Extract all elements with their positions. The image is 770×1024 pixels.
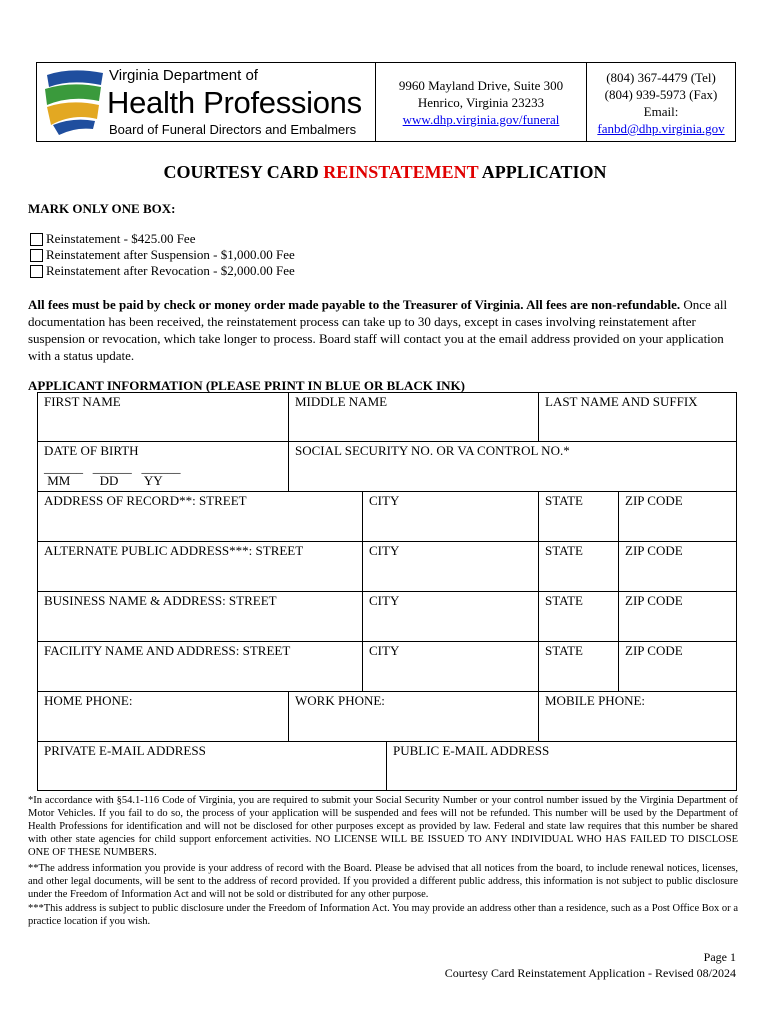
field-label: MOBILE PHONE: — [545, 693, 646, 708]
mark-label: MARK ONLY ONE BOX: — [28, 201, 176, 216]
logo-line1: Virginia Department of — [109, 67, 258, 84]
option-reinstatement[interactable] — [30, 231, 195, 247]
dob-parts: MM DD YY — [44, 473, 163, 488]
dhp-logo-icon — [41, 67, 107, 139]
ssn-field[interactable] — [288, 441, 737, 492]
page-footer — [445, 949, 736, 981]
field-label: MIDDLE NAME — [295, 394, 388, 409]
field-label: FACILITY NAME AND ADDRESS: STREET — [44, 643, 291, 658]
business-street[interactable] — [37, 591, 363, 642]
business-state[interactable] — [538, 591, 619, 642]
title-part2: APPLICATION — [478, 162, 607, 182]
work-phone-field[interactable] — [288, 691, 539, 742]
facility-zip[interactable] — [618, 641, 737, 692]
address-of-record-zip[interactable] — [618, 491, 737, 542]
checkbox[interactable] — [30, 249, 43, 262]
field-label: CITY — [369, 493, 400, 508]
field-label: HOME PHONE: — [44, 693, 133, 708]
footnote-public: ***This address is subject to public disclosure under the Freedom of Information Act. You may provide an address other than a residence, such as a Post Office Box or a practice location if you wish. — [28, 903, 738, 927]
fees-notice — [28, 296, 740, 364]
checkbox[interactable] — [30, 265, 43, 278]
title-highlight: REINSTATEMENT — [323, 162, 479, 182]
facility-state[interactable] — [538, 641, 619, 692]
option-label: Reinstatement - $425.00 Fee — [46, 231, 196, 246]
facility-street[interactable] — [37, 641, 363, 692]
business-city[interactable] — [362, 591, 539, 642]
field-label: BUSINESS NAME & ADDRESS: STREET — [44, 593, 277, 608]
website-link[interactable]: www.dhp.virginia.gov/funeral — [402, 112, 560, 127]
board-address — [376, 77, 586, 128]
public-email-field[interactable] — [386, 741, 737, 791]
field-label: PRIVATE E-MAIL ADDRESS — [44, 743, 206, 758]
field-label: ZIP CODE — [625, 593, 683, 608]
address-line2: Henrico, Virginia 23233 — [417, 95, 545, 110]
field-label: STATE — [545, 593, 583, 608]
footnote-ssn: *In accordance with §54.1-116 Code of Virginia, you are required to submit your Social Security Number or your control number issued by the Virginia Department of Motor Vehicles. If you fail to do so, the process of your application will be suspended and fees will not be refunded. This number will be used by the Department of Health Professions for identification and will not be disclosed for other purposes except as provided by law. Federal and state law requires that this number be shared with other state agencies for child support enforcement activities. NO LICENSE WILL BE ISSUED TO ANY INDIVIDUAL WHO HAS FAILED TO DISCLOSE ONE OF THESE NUMBERS. — [28, 795, 738, 858]
first-name-field[interactable] — [37, 392, 289, 442]
field-label: ZIP CODE — [625, 543, 683, 558]
address-line1: 9960 Mayland Drive, Suite 300 — [398, 78, 564, 93]
field-label: STATE — [545, 493, 583, 508]
field-label: ALTERNATE PUBLIC ADDRESS***: STREET — [44, 543, 304, 558]
field-label: CITY — [369, 543, 400, 558]
applicant-heading: APPLICANT INFORMATION (PLEASE PRINT IN BLUE OR BLACK INK) — [28, 378, 465, 393]
alt-address-city[interactable] — [362, 541, 539, 592]
revision-note: Courtesy Card Reinstatement Application - Revised 08/2024 — [444, 966, 736, 980]
option-label: Reinstatement after Revocation - $2,000.00 Fee — [46, 263, 295, 278]
field-label: STATE — [545, 543, 583, 558]
email-link[interactable]: fanbd@dhp.virginia.gov — [597, 121, 725, 136]
fax: (804) 939-5973 (Fax) — [604, 87, 718, 102]
alt-address-street[interactable] — [37, 541, 363, 592]
alt-address-zip[interactable] — [618, 541, 737, 592]
board-contact — [587, 69, 735, 137]
alt-address-state[interactable] — [538, 541, 619, 592]
field-label: CITY — [369, 593, 400, 608]
middle-name-field[interactable] — [288, 392, 539, 442]
fees-bold: All fees must be paid by check or money order made payable to the Treasurer of Virginia. All fees are non-refundable. — [28, 297, 681, 312]
field-label: ZIP CODE — [625, 493, 683, 508]
home-phone-field[interactable] — [37, 691, 289, 742]
field-label: ZIP CODE — [625, 643, 683, 658]
field-label: FIRST NAME — [44, 394, 121, 409]
checkbox[interactable] — [30, 233, 43, 246]
tel: (804) 367-4479 (Tel) — [606, 70, 716, 85]
field-label: ADDRESS OF RECORD**: STREET — [44, 493, 247, 508]
last-name-field[interactable] — [538, 392, 737, 442]
dob-field[interactable] — [37, 441, 289, 492]
email-label: Email: — [643, 104, 679, 119]
business-zip[interactable] — [618, 591, 737, 642]
option-suspension[interactable] — [30, 247, 295, 263]
field-label: DATE OF BIRTH — [44, 443, 139, 458]
page-number: Page 1 — [703, 950, 736, 964]
dob-blanks: ______ ______ ______ — [44, 460, 181, 475]
facility-city[interactable] — [362, 641, 539, 692]
field-label: STATE — [545, 643, 583, 658]
mobile-phone-field[interactable] — [538, 691, 737, 742]
private-email-field[interactable] — [37, 741, 387, 791]
option-revocation[interactable] — [30, 263, 295, 279]
address-of-record-street[interactable] — [37, 491, 363, 542]
field-label: LAST NAME AND SUFFIX — [545, 394, 698, 409]
address-of-record-city[interactable] — [362, 491, 539, 542]
field-label: WORK PHONE: — [295, 693, 385, 708]
logo-line2: Health Professions — [107, 85, 362, 120]
field-label: PUBLIC E-MAIL ADDRESS — [393, 743, 550, 758]
address-of-record-state[interactable] — [538, 491, 619, 542]
letterhead — [36, 62, 736, 142]
title-part1: COURTESY CARD — [163, 162, 324, 182]
footnote-address: **The address information you provide is your address of record with the Board. Please be advised that all notices from the board, to include renewal notices, licenses, and other legal documents, will be sent to the address of record provided. If you provided a different public address, this information is not subject to public disclosure under the Freedom of Information Act and will not be sold or distributed for any other purpose. — [28, 863, 738, 900]
field-label: SOCIAL SECURITY NO. OR VA CONTROL NO.* — [295, 443, 570, 458]
page-title — [0, 162, 770, 183]
field-label: CITY — [369, 643, 400, 658]
fees-text: Once all documentation has been received, the reinstatement process can take up to 30 days, except in cases involving reinstatement after suspension or revocation, which take longer to process. Board staff will contact you at the email address provided on your application with a status update. — [28, 297, 728, 363]
logo-line3: Board of Funeral Directors and Embalmers — [109, 122, 357, 137]
option-label: Reinstatement after Suspension - $1,000.00 Fee — [46, 247, 295, 262]
